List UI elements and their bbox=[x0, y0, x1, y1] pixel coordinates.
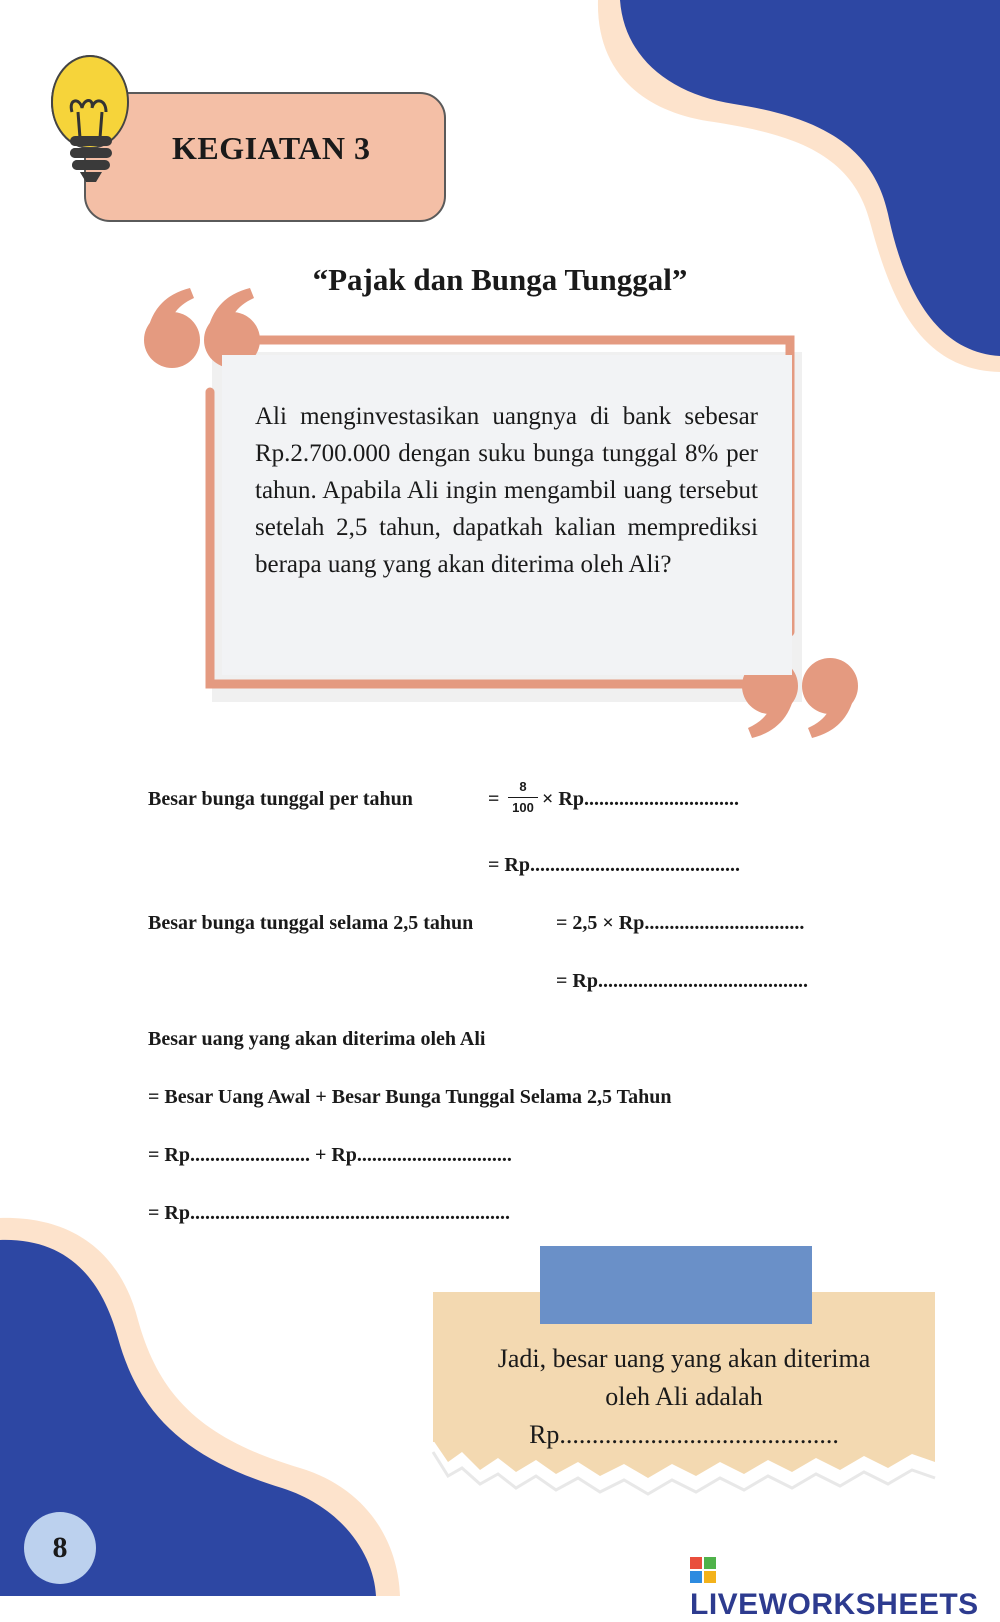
row6-formula: = Besar Uang Awal + Besar Bunga Tunggal Selama 2,5 Tahun bbox=[148, 1086, 672, 1108]
row1-label: Besar bunga tunggal per tahun bbox=[148, 788, 413, 810]
row1-equals: = bbox=[488, 788, 500, 810]
row8-result[interactable]: = Rp................................................................ bbox=[148, 1202, 510, 1224]
fraction-8-over-100 bbox=[508, 779, 538, 816]
note-tape bbox=[540, 1246, 812, 1324]
conclusion-line-1: Jadi, besar uang yang akan diterima bbox=[497, 1344, 871, 1373]
problem-text: Ali menginvestasikan uangnya di bank sebesar Rp.2.700.000 dengan suku bunga tunggal 8% per tahun. Apabila Ali ingin mengambil uang tersebut setelah 2,5 tahun, dapatkah kalian memprediksi berapa uang yang akan diterima oleh Ali? bbox=[255, 403, 758, 578]
row1-expression[interactable]: × Rp............................... bbox=[542, 788, 739, 810]
brand-name: LIVEWORKSHEETS bbox=[690, 1588, 979, 1621]
row5-label: Besar uang yang akan diterima oleh Ali bbox=[148, 1028, 486, 1050]
lightbulb-icon bbox=[48, 54, 138, 186]
row2-result[interactable]: = Rp.......................................... bbox=[488, 854, 740, 876]
conclusion-answer[interactable]: Rp........................................... bbox=[529, 1420, 839, 1449]
row4-result[interactable]: = Rp.......................................... bbox=[556, 970, 808, 992]
banner-title: KEGIATAN 3 bbox=[172, 130, 371, 166]
conclusion-text bbox=[433, 1340, 935, 1454]
brand-footer bbox=[690, 1554, 1000, 1622]
fraction-bar bbox=[508, 797, 538, 798]
page-subtitle: “Pajak dan Bunga Tunggal” bbox=[312, 262, 688, 297]
row7-expression[interactable]: = Rp........................ + Rp............................... bbox=[148, 1144, 512, 1166]
conclusion-line-2: oleh Ali adalah bbox=[605, 1382, 763, 1411]
row3-label: Besar bunga tunggal selama 2,5 tahun bbox=[148, 912, 474, 934]
top-right-navy-blob bbox=[620, 0, 1000, 356]
page-number: 8 bbox=[24, 1512, 96, 1584]
fraction-denominator: 100 bbox=[512, 800, 534, 815]
fraction-numerator: 8 bbox=[519, 779, 527, 794]
liveworksheets-logo-icon bbox=[690, 1557, 716, 1583]
row3-expression[interactable]: = 2,5 × Rp................................ bbox=[556, 912, 805, 934]
